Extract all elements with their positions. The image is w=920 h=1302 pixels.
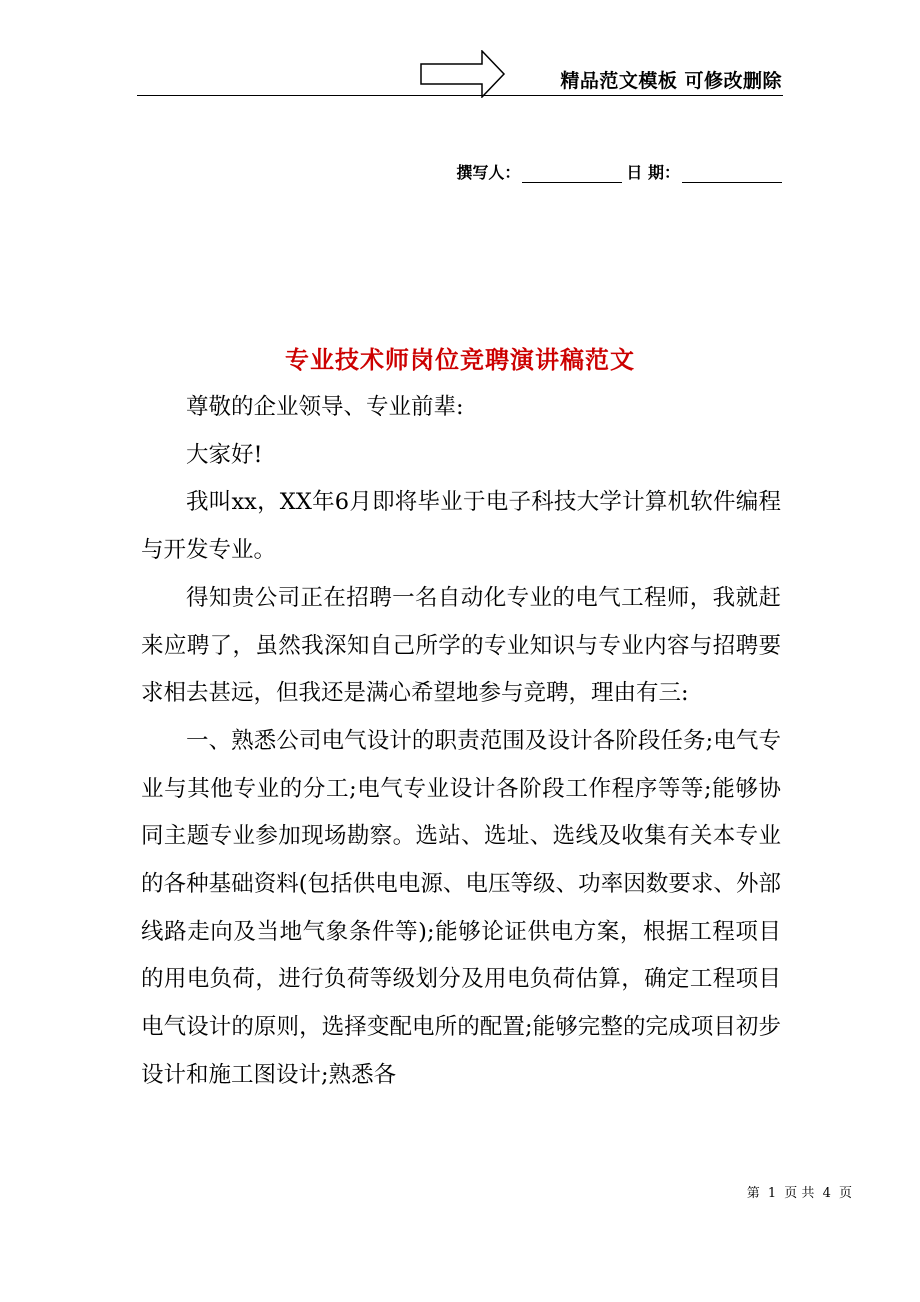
author-blank xyxy=(522,164,622,183)
paragraph: 大家好! xyxy=(186,441,263,468)
page-prefix: 第 xyxy=(746,1186,760,1201)
paragraph: 我叫xx，XX年6月即将毕业于电子科技大学计算机软件编程与开发专业。 xyxy=(141,489,781,564)
page-mid: 页 共 xyxy=(784,1186,815,1201)
page-current: 1 xyxy=(767,1186,777,1201)
header-banner: 精品范文模板 可修改删除 xyxy=(560,70,782,92)
paragraph: 得知贵公司正在招聘一名自动化专业的电气工程师，我就赶来应聘了，虽然我深知自己所学的专业知识与专业内容与招聘要求相去甚远，但我还是满心希望地参与竞聘，理由有三: xyxy=(141,584,781,707)
arrow-right-icon xyxy=(420,50,506,98)
paragraph: 尊敬的企业领导、专业前辈: xyxy=(186,394,464,420)
page-suffix: 页 xyxy=(838,1186,852,1201)
page-total: 4 xyxy=(822,1186,831,1201)
document-title: 专业技术师岗位竞聘演讲稿范文 xyxy=(285,345,635,374)
paragraph: 一、熟悉公司电气设计的职责范围及设计各阶段任务;电气专业与其他专业的分工;电气专业设计各阶段工作程序等等;能够协同主题专业参加现场勘察。选站、选址、选线及收集有关本专业的各种基础资料(包括供电电源、电压等级、功率因数要求、外部线路走向及当地气象条件等);能够论证供电方案，根据工程项目的用电负荷，进行负荷等级划分及用电负荷估算，确定工程项目电气设计的原则，选择变配电所的配置;能够完整的完成项目初步设计和施工图设计;熟悉各 xyxy=(141,727,781,1088)
date-label: 日 期： xyxy=(626,163,680,182)
document-body xyxy=(141,384,781,1100)
author-label: 撰写人： xyxy=(456,163,521,182)
header-divider xyxy=(137,95,783,96)
page-number xyxy=(745,1182,854,1201)
author-date-line xyxy=(456,160,782,183)
date-blank xyxy=(682,164,782,183)
